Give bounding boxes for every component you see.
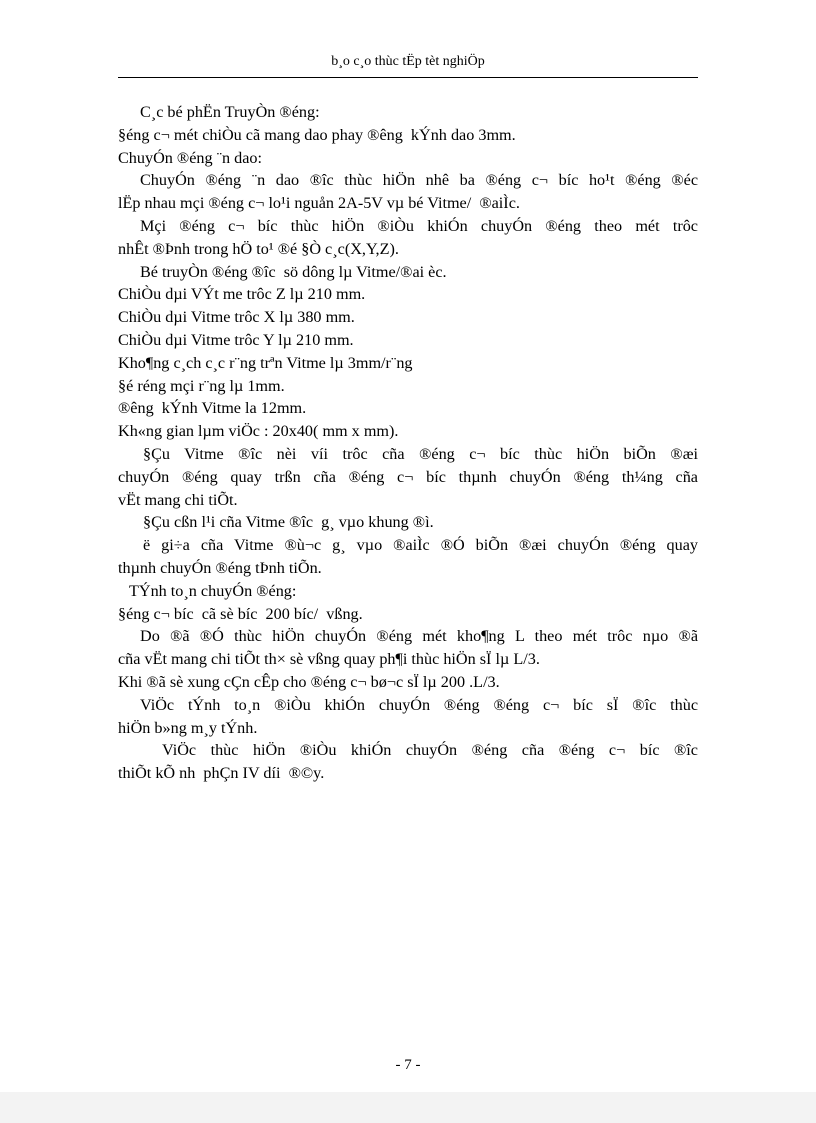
text-line: Do ®ã ®Ó thùc hiÖn chuyÓn ®éng mét kho¶ng L theo mét trôc nµo ®ã: [140, 627, 698, 646]
text-line: hiÖn b»ng m¸y tÝnh.: [118, 718, 258, 737]
text-line: ChuyÓn ®éng ¨n dao:: [118, 148, 263, 167]
text-line: vËt mang chi tiÕt.: [118, 490, 238, 509]
header-rule: [118, 77, 698, 78]
text-line: cña vËt mang chi tiÕt th× sè vßng quay ph¶i thùc hiÖn sÏ lµ L/3.: [118, 650, 540, 669]
text-line: lËp nhau mçi ®éng c¬ lo¹i nguån 2A-5V vµ bé Vitme/ ®aiÌc.: [118, 194, 520, 213]
text-line: chuyÓn ®éng quay trßn cña ®éng c¬ bíc thµnh chuyÓn ®éng th¼ng cña: [118, 467, 698, 486]
text-line: §éng c¬ mét chiÒu cã mang dao phay ®êng kÝnh dao 3mm.: [118, 125, 516, 144]
text-line: Bé truyÒn ®éng ®îc sö dông lµ Vitme/®ai èc.: [140, 262, 447, 281]
text-line: ®êng kÝnh Vitme la 12mm.: [118, 399, 307, 418]
text-line: ë gi÷a cña Vitme ®ù¬c g¸ vµo ®aiÌc ®Ó biÕn ®æi chuyÓn ®éng quay: [143, 536, 698, 555]
document-body: [118, 101, 698, 785]
text-line: nhÊt ®Þnh trong hÖ to¹ ®é §Ò c¸c(X,Y,Z).: [118, 239, 399, 258]
text-line: Kh«ng gian lµm viÖc : 20x40( mm x mm).: [118, 422, 399, 441]
page-number: - 7 -: [395, 1057, 421, 1073]
text-line: ChiÒu dµi Vitme trôc X lµ 380 mm.: [118, 308, 355, 327]
text-line: Mçi ®éng c¬ bíc thùc hiÖn ®iÒu khiÓn chuyÓn ®éng theo mét trôc: [140, 216, 698, 235]
text-line: §Çu Vitme ®îc nèi víi trôc cña ®éng c¬ bíc thùc hiÖn biÕn ®æi: [143, 444, 698, 463]
text-line: TÝnh to¸n chuyÓn ®éng:: [129, 581, 297, 600]
text-line: §éng c¬ bíc cã sè bíc 200 bíc/ vßng.: [118, 604, 363, 623]
text-line: C¸c bé phËn TruyÒn ®éng:: [140, 103, 320, 121]
text-line: §é réng mçi r¨ng lµ 1mm.: [118, 376, 285, 395]
text-line: ChiÒu dµi VÝt me trôc Z lµ 210 mm.: [118, 285, 366, 304]
text-line: ChuyÓn ®éng ¨n dao ®îc thùc hiÖn nhê ba ®éng c¬ bíc ho¹t ®éng ®éc: [140, 171, 698, 190]
text-line: thµnh chuyÓn ®éng tÞnh tiÕn.: [118, 558, 322, 577]
text-line: ChiÒu dµi Vitme trôc Y lµ 210 mm.: [118, 330, 354, 349]
text-line: Khi ®ã sè xung cÇn cÊp cho ®éng c¬ bø¬c sÏ lµ 200 .L/3.: [118, 672, 500, 691]
text-line: §Çu cßn l¹i cña Vitme ®îc g¸ vµo khung ®ì.: [143, 513, 434, 532]
text-line: Kho¶ng c¸ch c¸c r¨ng trªn Vitme lµ 3mm/r¨ng: [118, 353, 413, 372]
page-header-title: b¸o c¸o thùc tËp tèt nghiÖp: [331, 54, 485, 69]
text-line: ViÖc thùc hiÖn ®iÒu khiÓn chuyÓn ®éng cña ®éng c¬ bíc ®îc: [162, 741, 698, 760]
text-line: ViÖc tÝnh to¸n ®iÒu khiÓn chuyÓn ®éng ®éng c¬ bíc sÏ ®îc thùc: [140, 695, 698, 714]
page-bottom-band: [0, 1092, 816, 1123]
text-line: thiÕt kÕ nh phÇn IV díi ®©y.: [118, 764, 325, 783]
